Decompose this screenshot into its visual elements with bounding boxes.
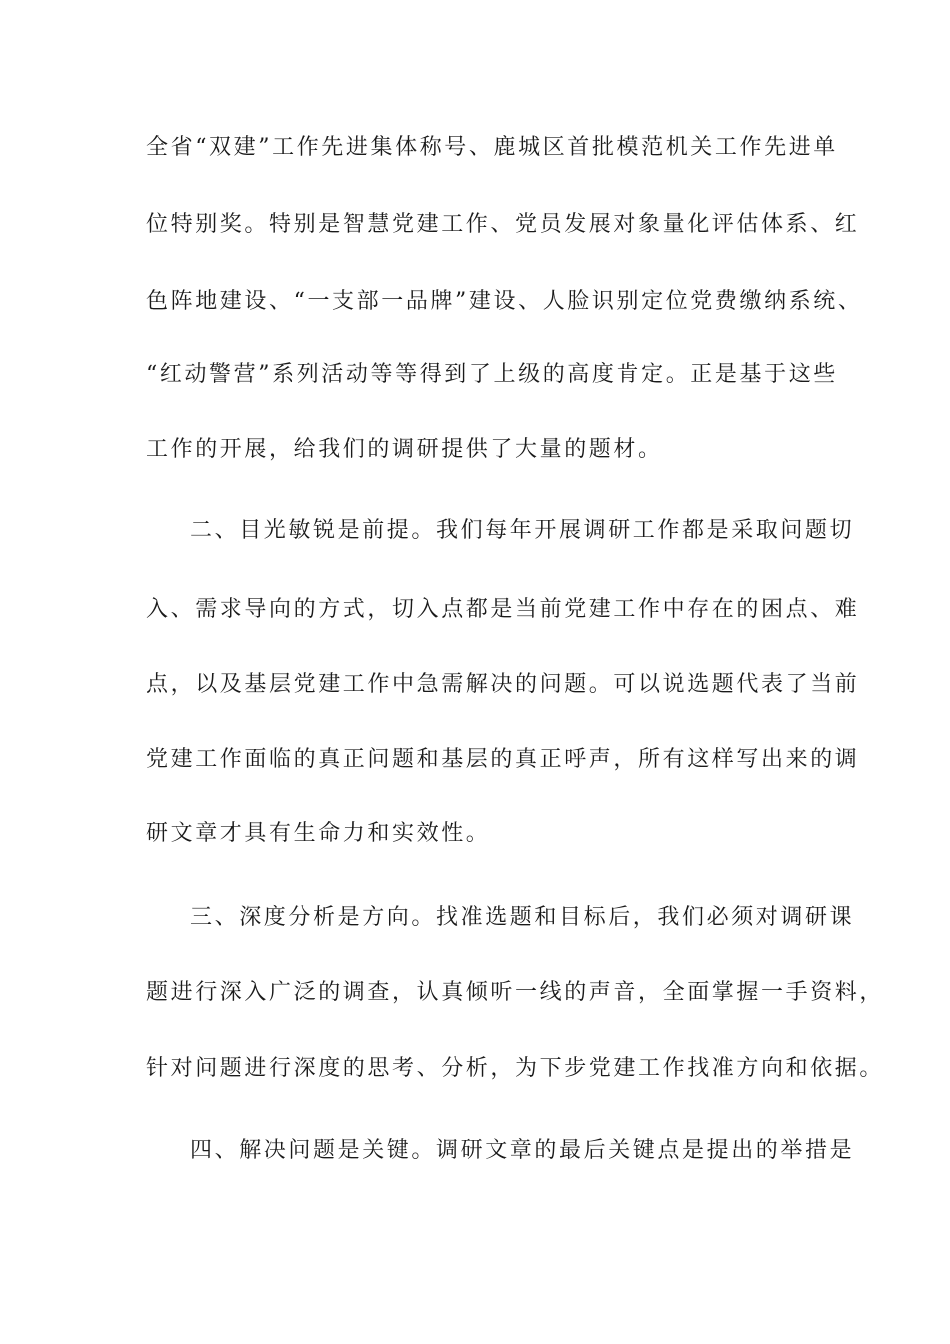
paragraph-line: 四、解决问题是关键。调研文章的最后关键点是提出的举措是 [190,1138,855,1163]
paragraph-line: 工作的开展，给我们的调研提供了大量的题材。 [146,437,663,462]
paragraph-line: 党建工作面临的真正问题和基层的真正呼声，所有这样写出来的调 [146,747,860,772]
paragraph-line: “红动警营”系列活动等等得到了上级的高度肯定。正是基于这些 [146,362,838,387]
paragraph-line: 针对问题进行深度的思考、分析，为下步党建工作找准方向和依据。 [146,1056,885,1081]
paragraph-line: 入、需求导向的方式，切入点都是当前党建工作中存在的困点、难 [146,597,860,622]
paragraph-line: 位特别奖。特别是智慧党建工作、党员发展对象量化评估体系、红 [146,212,860,237]
paragraph-line: 题进行深入广泛的调查，认真倾听一线的声音，全面掌握一手资料， [146,980,885,1005]
paragraph-line: 研文章才具有生命力和实效性。 [146,821,491,846]
paragraph-line: 色阵地建设、“一支部一品牌”建设、人脸识别定位党费缴纳系统、 [146,289,863,314]
paragraph-line: 二、目光敏锐是前提。我们每年开展调研工作都是采取问题切 [190,518,855,543]
paragraph-line: 全省“双建”工作先进集体称号、鹿城区首批模范机关工作先进单 [146,135,838,160]
paragraph-line: 三、深度分析是方向。找准选题和目标后，我们必须对调研课 [190,905,855,930]
paragraph-line: 点，以及基层党建工作中急需解决的问题。可以说选题代表了当前 [146,672,860,697]
